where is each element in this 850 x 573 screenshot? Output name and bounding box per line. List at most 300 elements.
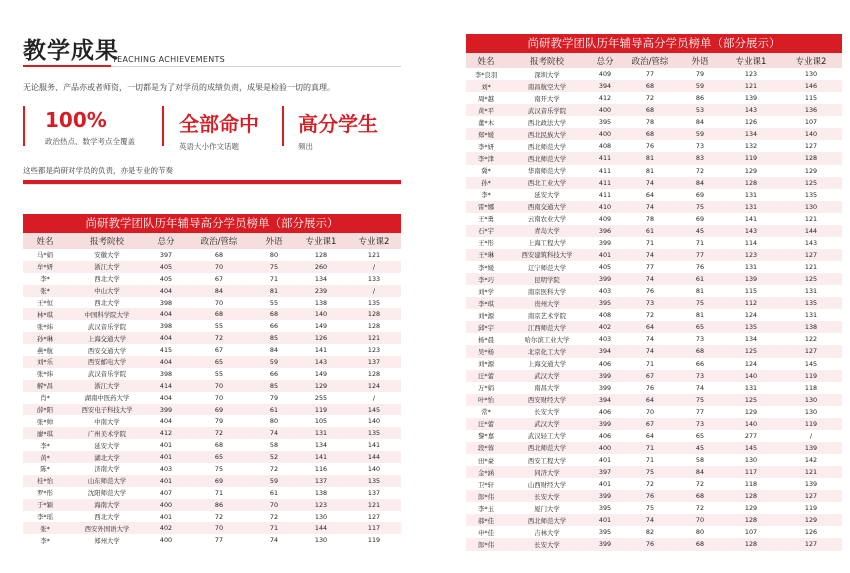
table-cell: 71 xyxy=(622,358,678,370)
table-cell: 114 xyxy=(722,237,780,249)
table-row xyxy=(466,92,842,104)
table-cell: 135 xyxy=(722,321,780,333)
table-row xyxy=(466,201,842,213)
stat-hit xyxy=(179,108,259,152)
table-row xyxy=(466,177,842,189)
score-table xyxy=(23,233,401,546)
table-cell: 厦门大学 xyxy=(506,502,588,514)
table-cell: 401 xyxy=(147,511,185,523)
table-row xyxy=(23,451,401,463)
table-cell: 395 xyxy=(588,297,622,309)
table-cell: 77 xyxy=(678,249,722,261)
table-cell: 404 xyxy=(147,392,185,404)
table-cell: 81 xyxy=(622,165,678,177)
table-cell: 69 xyxy=(678,213,722,225)
table-cell: 135 xyxy=(347,427,401,439)
table-row xyxy=(23,392,401,404)
table-cell: 70 xyxy=(622,406,678,418)
table-cell: 66 xyxy=(678,358,722,370)
table-cell: 71 xyxy=(622,454,678,466)
table-cell: 73 xyxy=(678,418,722,430)
table-cell: 404 xyxy=(147,285,185,297)
table-cell: 廖*琪 xyxy=(23,427,67,439)
table-row xyxy=(466,116,842,128)
closing-divider-shadow xyxy=(23,184,401,185)
table-cell: 84 xyxy=(678,466,722,478)
table-cell: 延安大学 xyxy=(67,439,147,451)
table-cell: 412 xyxy=(147,427,185,439)
table-cell: 409 xyxy=(588,68,622,80)
table-cell: 贵州大学 xyxy=(506,297,588,309)
table-cell: 64 xyxy=(622,321,678,333)
table-row xyxy=(466,454,842,466)
table-cell: 131 xyxy=(722,189,780,201)
table-cell: 83 xyxy=(678,152,722,164)
table-cell: 湖南中医药大学 xyxy=(67,392,147,404)
table-title: 尚研教学团队历年辅导高分学员榜单（部分展示） xyxy=(23,214,401,233)
table-cell: 140 xyxy=(347,415,401,427)
table-cell: 394 xyxy=(588,345,622,357)
table-cell: 65 xyxy=(185,451,253,463)
col-header: 外语 xyxy=(253,233,295,249)
table-cell: 130 xyxy=(295,534,347,546)
table-cell: 116 xyxy=(295,463,347,475)
table-cell: 70 xyxy=(253,499,295,511)
title-divider-accent xyxy=(23,65,111,67)
table-cell: 76 xyxy=(622,382,678,394)
table-row xyxy=(466,490,842,502)
table-cell: 西安财经大学 xyxy=(506,394,588,406)
table-cell: 68 xyxy=(678,490,722,502)
table-row xyxy=(466,394,842,406)
table-cell: 74 xyxy=(253,427,295,439)
table-cell: 71 xyxy=(622,237,678,249)
table-cell: 129 xyxy=(780,165,842,177)
table-cell: 414 xyxy=(147,380,185,392)
col-header: 专业课1 xyxy=(722,53,780,68)
table-cell: 406 xyxy=(588,430,622,442)
table-cell: 李*津 xyxy=(466,152,506,164)
table-cell: 78 xyxy=(622,213,678,225)
table-cell: 61 xyxy=(253,487,295,499)
table-cell: 81 xyxy=(253,285,295,297)
table-cell: 76 xyxy=(622,490,678,502)
table-cell: 405 xyxy=(147,273,185,285)
table-cell: 同济大学 xyxy=(506,466,588,478)
right-page xyxy=(425,0,850,573)
table-cell: 郑州大学 xyxy=(67,534,147,546)
col-header: 姓名 xyxy=(23,233,67,249)
table-cell: 399 xyxy=(588,490,622,502)
table-cell: 68 xyxy=(185,439,253,451)
table-cell: 云南农业大学 xyxy=(506,213,588,225)
table-cell: 上海工程大学 xyxy=(506,237,588,249)
table-cell: 71 xyxy=(185,487,253,499)
table-cell: 叶*怡 xyxy=(466,394,506,406)
table-cell: 65 xyxy=(678,430,722,442)
table-cell: 129 xyxy=(722,502,780,514)
table-cell: 144 xyxy=(295,522,347,534)
table-cell: 李* xyxy=(23,534,67,546)
table-body xyxy=(23,249,401,546)
table-cell: 80 xyxy=(678,526,722,538)
table-cell: 汪*蕾 xyxy=(466,418,506,430)
table-cell: 68 xyxy=(622,104,678,116)
table-cell: 南京艺术学院 xyxy=(506,309,588,321)
table-cell: 398 xyxy=(147,297,185,309)
table-cell: 131 xyxy=(295,427,347,439)
table-cell: 79 xyxy=(253,392,295,404)
table-cell: 58 xyxy=(678,454,722,466)
table-cell: 55 xyxy=(185,368,253,380)
table-cell: 李* xyxy=(466,189,506,201)
table-cell: 西北师范大学 xyxy=(506,442,588,454)
table-cell: 121 xyxy=(780,213,842,225)
table-cell: 394 xyxy=(588,394,622,406)
table-cell: 72 xyxy=(678,478,722,490)
table-row xyxy=(466,80,842,92)
table-cell: 134 xyxy=(722,128,780,140)
table-cell: 72 xyxy=(185,511,253,523)
table-cell: 76 xyxy=(622,285,678,297)
table-cell: 77 xyxy=(622,68,678,80)
table-cell: 121 xyxy=(780,261,842,273)
table-cell: 69 xyxy=(185,475,253,487)
score-table-left xyxy=(23,214,401,546)
table-cell: 405 xyxy=(588,261,622,273)
table-cell: 79 xyxy=(678,68,722,80)
table-cell: 145 xyxy=(780,358,842,370)
table-cell: 117 xyxy=(722,466,780,478)
table-cell: 65 xyxy=(185,356,253,368)
table-cell: 134 xyxy=(295,439,347,451)
table-row xyxy=(23,249,401,261)
table-cell: 72 xyxy=(622,478,678,490)
table-cell: 125 xyxy=(780,177,842,189)
table-cell: 73 xyxy=(678,140,722,152)
table-row xyxy=(466,165,842,177)
table-cell: 45 xyxy=(678,442,722,454)
table-cell: 128 xyxy=(347,320,401,332)
table-cell: 406 xyxy=(588,358,622,370)
table-cell: 81 xyxy=(622,152,678,164)
table-cell: 119 xyxy=(722,152,780,164)
table-cell: 王*恒 xyxy=(23,297,67,309)
table-cell: 399 xyxy=(588,418,622,430)
table-row xyxy=(23,534,401,546)
table-cell: 70 xyxy=(185,522,253,534)
table-cell: 汪*蕾 xyxy=(466,370,506,382)
table-cell: 74 xyxy=(622,273,678,285)
table-row xyxy=(466,237,842,249)
table-cell: 52 xyxy=(253,451,295,463)
table-cell: 郝*佳 xyxy=(466,514,506,526)
table-cell: 75 xyxy=(678,297,722,309)
table-cell: 395 xyxy=(588,116,622,128)
table-cell: 西北大学 xyxy=(67,273,147,285)
table-cell: 西安建筑科技大学 xyxy=(506,249,588,261)
table-cell: 李*玉 xyxy=(466,502,506,514)
table-cell: 122 xyxy=(780,333,842,345)
table-row xyxy=(466,345,842,357)
table-cell: 肖* xyxy=(23,392,67,404)
table-cell: 128 xyxy=(347,368,401,380)
table-cell: 397 xyxy=(588,466,622,478)
table-cell: 张*炜 xyxy=(23,368,67,380)
table-cell: 雷*娜 xyxy=(466,201,506,213)
table-cell: 74 xyxy=(253,534,295,546)
table-cell: 上海交通大学 xyxy=(506,358,588,370)
table-header-row xyxy=(466,53,842,68)
table-cell: 131 xyxy=(722,261,780,273)
table-cell: 139 xyxy=(780,478,842,490)
table-cell: 411 xyxy=(588,177,622,189)
table-cell: 牟*妍 xyxy=(23,261,67,273)
table-cell: 137 xyxy=(295,475,347,487)
table-cell: 59 xyxy=(678,128,722,140)
table-cell: 卫*轩 xyxy=(466,478,506,490)
table-cell: 131 xyxy=(780,285,842,297)
table-cell: 399 xyxy=(588,273,622,285)
table-cell: 53 xyxy=(678,104,722,116)
table-cell: 112 xyxy=(722,297,780,309)
table-cell: 144 xyxy=(347,451,401,463)
table-cell: 137 xyxy=(347,487,401,499)
table-cell: 396 xyxy=(588,225,622,237)
table-cell: 武汉音乐学院 xyxy=(67,320,147,332)
table-cell: 239 xyxy=(295,285,347,297)
table-cell: 133 xyxy=(347,273,401,285)
table-cell: 于*颖 xyxy=(23,499,67,511)
table-cell: 张*炜 xyxy=(23,320,67,332)
table-cell: 149 xyxy=(295,368,347,380)
table-cell: 吴*杨 xyxy=(466,345,506,357)
table-cell: 260 xyxy=(295,261,347,273)
table-cell: 123 xyxy=(722,249,780,261)
table-cell: 刘*乐 xyxy=(23,356,67,368)
table-row xyxy=(23,439,401,451)
stat-desc: 英语大小作文话题 xyxy=(179,142,239,151)
table-cell: 412 xyxy=(588,92,622,104)
table-cell: 桂*怡 xyxy=(23,475,67,487)
table-row xyxy=(466,213,842,225)
table-cell: 400 xyxy=(588,442,622,454)
table-cell: 140 xyxy=(780,128,842,140)
table-cell: 408 xyxy=(588,140,622,152)
col-header: 姓名 xyxy=(466,53,506,68)
table-cell: 西安电子科技大学 xyxy=(67,404,147,416)
table-cell: 126 xyxy=(722,116,780,128)
table-cell: 西安外国语大学 xyxy=(67,522,147,534)
table-cell: 403 xyxy=(588,333,622,345)
table-body xyxy=(466,68,842,551)
table-cell: 130 xyxy=(780,394,842,406)
table-cell: 85 xyxy=(253,332,295,344)
table-row xyxy=(23,404,401,416)
table-cell: 68 xyxy=(678,538,722,550)
table-cell: 409 xyxy=(588,213,622,225)
table-cell: 西北工业大学 xyxy=(506,177,588,189)
table-cell: 武汉大学 xyxy=(506,418,588,430)
table-cell: 121 xyxy=(722,80,780,92)
table-cell: 146 xyxy=(780,80,842,92)
table-row xyxy=(23,475,401,487)
table-cell: 130 xyxy=(780,68,842,80)
table-cell: 128 xyxy=(780,152,842,164)
table-cell: 段*蓉 xyxy=(466,442,506,454)
table-cell: 王*彤 xyxy=(466,237,506,249)
table-cell: 127 xyxy=(780,140,842,152)
table-cell: 399 xyxy=(588,237,622,249)
table-cell: 长安大学 xyxy=(506,538,588,550)
table-cell: 72 xyxy=(678,502,722,514)
table-row xyxy=(466,538,842,550)
table-row xyxy=(466,382,842,394)
table-cell: 404 xyxy=(147,415,185,427)
table-cell: 115 xyxy=(722,285,780,297)
table-row xyxy=(23,320,401,332)
table-cell: 万*娟 xyxy=(466,382,506,394)
table-cell: 66 xyxy=(253,368,295,380)
table-cell: 西安邮电大学 xyxy=(67,356,147,368)
score-table-right xyxy=(466,34,842,551)
col-header: 报考院校 xyxy=(67,233,147,249)
table-cell: 西安交通大学 xyxy=(67,344,147,356)
table-cell: 武汉轻工大学 xyxy=(506,430,588,442)
intro-text: 无论服务、产品亦或者师资，一切都是为了对学员的成绩负责，成果是检验一切的真理。 xyxy=(23,83,335,92)
table-cell: / xyxy=(347,261,401,273)
table-cell: 江西师范大学 xyxy=(506,321,588,333)
table-cell: 南京医科大学 xyxy=(506,285,588,297)
table-cell: 中国科学院大学 xyxy=(67,308,147,320)
table-cell: 401 xyxy=(147,451,185,463)
table-cell: 李*媛 xyxy=(466,261,506,273)
table-cell: 李*妍 xyxy=(466,140,506,152)
table-cell: 72 xyxy=(253,511,295,523)
table-cell: 74 xyxy=(622,333,678,345)
table-row xyxy=(466,514,842,526)
table-cell: 68 xyxy=(185,249,253,261)
table-cell: 119 xyxy=(347,534,401,546)
table-row xyxy=(466,321,842,333)
table-cell: 79 xyxy=(185,415,253,427)
table-row xyxy=(23,356,401,368)
table-cell: 77 xyxy=(622,261,678,273)
table-cell: 68 xyxy=(622,80,678,92)
table-cell: 74 xyxy=(622,514,678,526)
table-cell: 69 xyxy=(185,404,253,416)
col-header: 报考院校 xyxy=(506,53,588,68)
table-cell: 罗*彤 xyxy=(23,487,67,499)
table-cell: 411 xyxy=(588,189,622,201)
table-cell: 407 xyxy=(147,487,185,499)
table-cell: 郑*媛 xyxy=(466,128,506,140)
table-cell: 西南交通大学 xyxy=(506,201,588,213)
table-row xyxy=(466,68,842,80)
table-cell: 西北师范大学 xyxy=(506,140,588,152)
table-cell: 399 xyxy=(588,538,622,550)
table-cell: 郎*伟 xyxy=(466,538,506,550)
table-cell: 湖北大学 xyxy=(67,451,147,463)
table-row xyxy=(23,511,401,523)
table-cell: 402 xyxy=(147,522,185,534)
table-cell: 67 xyxy=(622,370,678,382)
table-cell: 400 xyxy=(588,104,622,116)
table-cell: 75 xyxy=(622,466,678,478)
table-cell: 67 xyxy=(185,273,253,285)
table-cell: 郎*伟 xyxy=(466,490,506,502)
table-cell: 72 xyxy=(622,92,678,104)
table-cell: 北京化工大学 xyxy=(506,345,588,357)
table-cell: 135 xyxy=(347,297,401,309)
table-cell: 394 xyxy=(588,80,622,92)
table-cell: 哈尔滨工业大学 xyxy=(506,333,588,345)
table-cell: 76 xyxy=(678,261,722,273)
table-cell: 70 xyxy=(185,261,253,273)
table-cell: 402 xyxy=(588,321,622,333)
table-cell: 126 xyxy=(295,332,347,344)
table-cell: 130 xyxy=(295,511,347,523)
table-cell: 王*琳 xyxy=(466,249,506,261)
table-cell: 金*涵 xyxy=(466,466,506,478)
table-cell: 127 xyxy=(780,249,842,261)
table-cell: 127 xyxy=(780,490,842,502)
table-cell: 南开大学 xyxy=(506,92,588,104)
table-cell: 青岛大学 xyxy=(506,225,588,237)
table-cell: 64 xyxy=(622,394,678,406)
table-cell: 张*帅 xyxy=(23,415,67,427)
table-cell: 135 xyxy=(347,475,401,487)
table-cell: 中山大学 xyxy=(67,285,147,297)
stat-accent-bar xyxy=(282,106,284,146)
table-cell: 68 xyxy=(185,308,253,320)
table-cell: 399 xyxy=(588,370,622,382)
table-cell: 411 xyxy=(588,165,622,177)
table-cell: 124 xyxy=(722,309,780,321)
table-cell: 143 xyxy=(295,356,347,368)
table-cell: 127 xyxy=(347,511,401,523)
table-cell: 125 xyxy=(722,345,780,357)
table-cell: 广州美术学院 xyxy=(67,427,147,439)
table-cell: 西北大学 xyxy=(67,297,147,309)
table-cell: 400 xyxy=(147,499,185,511)
table-cell: 61 xyxy=(253,404,295,416)
table-cell: 65 xyxy=(678,321,722,333)
table-cell: 长安大学 xyxy=(506,490,588,502)
col-header: 外语 xyxy=(678,53,722,68)
table-cell: 74 xyxy=(622,201,678,213)
table-cell: 薛*阳 xyxy=(23,404,67,416)
table-cell: 140 xyxy=(347,463,401,475)
table-cell: 69 xyxy=(678,189,722,201)
table-cell: 105 xyxy=(295,415,347,427)
table-row xyxy=(466,418,842,430)
table-cell: 86 xyxy=(678,92,722,104)
table-row xyxy=(466,297,842,309)
table-row xyxy=(23,273,401,285)
score-table xyxy=(466,53,842,551)
stat-value: 100% xyxy=(45,108,107,132)
table-cell: 107 xyxy=(780,116,842,128)
table-cell: 401 xyxy=(588,514,622,526)
table-cell: 70 xyxy=(678,514,722,526)
table-cell: 55 xyxy=(253,297,295,309)
table-cell: 山西财经大学 xyxy=(506,478,588,490)
table-cell: 武汉大学 xyxy=(506,370,588,382)
table-cell: 141 xyxy=(347,439,401,451)
table-cell: 68 xyxy=(678,345,722,357)
table-cell: 145 xyxy=(722,442,780,454)
